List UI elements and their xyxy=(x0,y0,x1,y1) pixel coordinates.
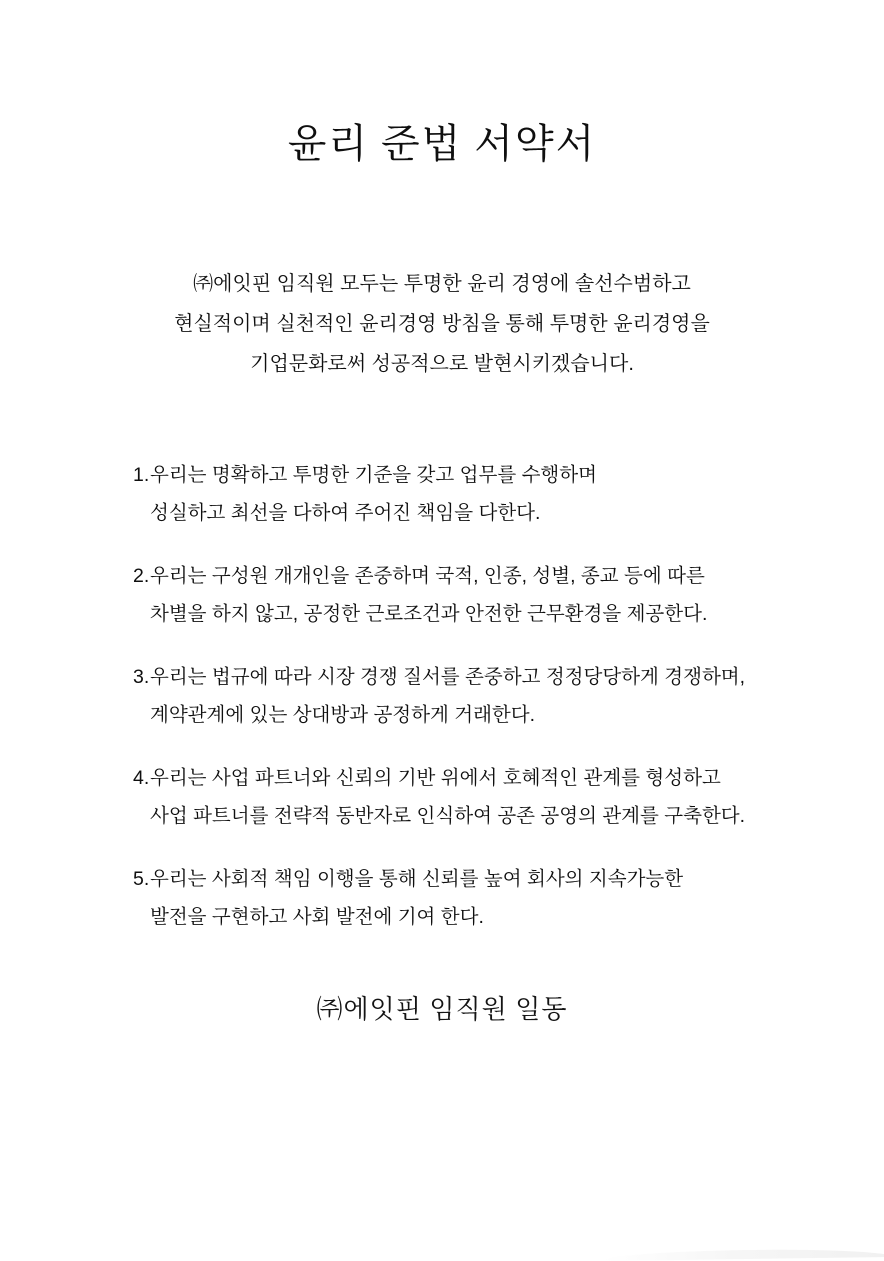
pledge-line: 계약관계에 있는 상대방과 공정하게 거래한다. xyxy=(150,704,535,726)
pledge-line: 우리는 법규에 따라 시장 경쟁 질서를 존중하고 정정당당하게 경쟁하며, xyxy=(150,666,746,688)
pledge-line: 차별을 하지 않고, 공정한 근로조건과 안전한 근무환경을 제공한다. xyxy=(150,603,708,625)
pledge-list xyxy=(133,456,784,936)
page-edge-shadow xyxy=(602,1248,884,1261)
pledge-item-5 xyxy=(133,860,784,936)
document-title: 윤리 준법 서약서 xyxy=(287,121,597,166)
pledge-line: 발전을 구현하고 사회 발전에 기여 한다. xyxy=(150,906,484,928)
pledge-number: 1. xyxy=(133,464,150,486)
pledge-text xyxy=(150,658,784,734)
pledge-line: 성실하고 최선을 다하여 주어진 책임을 다한다. xyxy=(150,502,541,524)
pledge-line: 우리는 구성원 개개인을 존중하며 국적, 인종, 성별, 종교 등에 따른 xyxy=(150,565,705,587)
pledge-text xyxy=(150,557,784,633)
pledge-text xyxy=(150,860,784,936)
intro-line: 현실적이며 실천적인 윤리경영 방침을 통해 투명한 윤리경영을 xyxy=(174,313,710,335)
intro-paragraph xyxy=(0,264,884,384)
pledge-number: 5. xyxy=(133,868,150,890)
signature-line: ㈜에잇핀 임직원 일동 xyxy=(316,995,568,1024)
pledge-line: 우리는 명확하고 투명한 기준을 갖고 업무를 수행하며 xyxy=(150,464,597,486)
intro-line: 기업문화로써 성공적으로 발현시키겠습니다. xyxy=(250,353,634,375)
pledge-item-4 xyxy=(133,759,784,835)
pledge-item-2 xyxy=(133,557,784,633)
pledge-number: 3. xyxy=(133,666,150,688)
pledge-line: 우리는 사업 파트너와 신뢰의 기반 위에서 호혜적인 관계를 형성하고 xyxy=(150,767,721,789)
pledge-text xyxy=(150,456,784,532)
pledge-line: 사업 파트너를 전략적 동반자로 인식하여 공존 공영의 관계를 구축한다. xyxy=(150,805,746,827)
intro-line: ㈜에잇핀 임직원 모두는 투명한 윤리 경영에 솔선수범하고 xyxy=(193,273,691,295)
pledge-item-3 xyxy=(133,658,784,734)
pledge-item-1 xyxy=(133,456,784,532)
pledge-number: 2. xyxy=(133,565,150,587)
pledge-text xyxy=(150,759,784,835)
pledge-line: 우리는 사회적 책임 이행을 통해 신뢰를 높여 회사의 지속가능한 xyxy=(150,868,684,890)
pledge-number: 4. xyxy=(133,767,150,789)
